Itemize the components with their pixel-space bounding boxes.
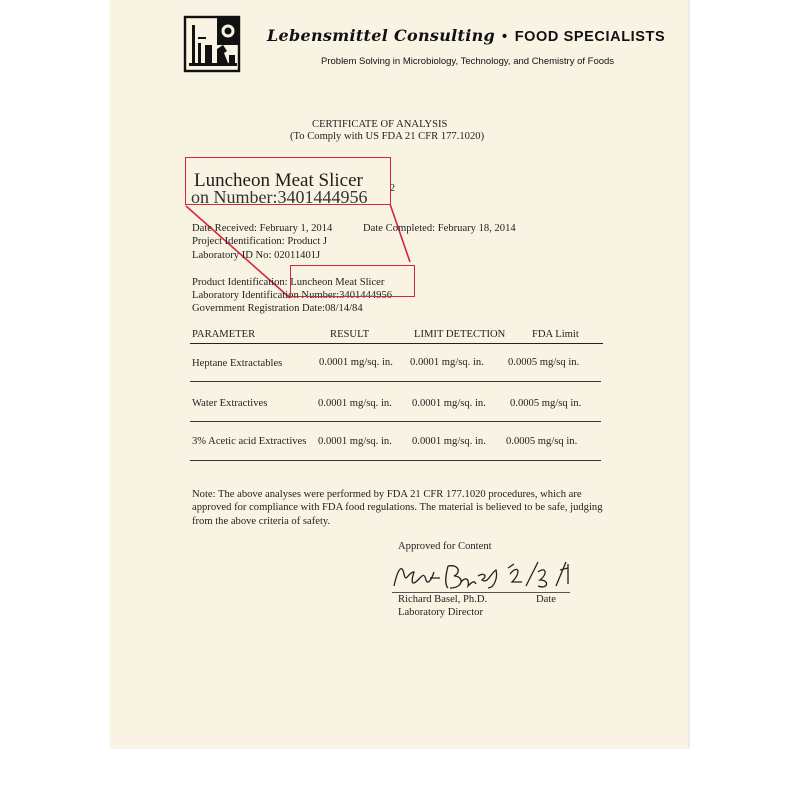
row-divider (190, 381, 601, 382)
zoom-highlight-box (185, 157, 391, 205)
row3-limit-detection: 0.0001 mg/sq. in. (412, 436, 486, 447)
table-header-limit-detection: LIMIT DETECTION (414, 329, 506, 340)
certificate-title: CERTIFICATE OF ANALYSIS (312, 119, 448, 130)
row1-limit-detection: 0.0001 mg/sq. in. (410, 357, 484, 368)
row3-parameter: 3% Acetic acid Extractives (192, 436, 307, 447)
table-header-result: RESULT (330, 329, 370, 340)
certificate-page (110, 0, 688, 748)
bullet: • (502, 29, 508, 45)
zoom-product-name: Luncheon Meat Slicer (194, 170, 363, 191)
row2-parameter: Water Extractives (192, 398, 268, 409)
lab-ident-value: 3401444956 (339, 290, 393, 301)
company-name: Lebensmittel Consulting (267, 26, 496, 45)
certificate-subtitle: (To Comply with US FDA 21 CFR 177.1020) (290, 131, 485, 142)
row1-result: 0.0001 mg/sq. in. (319, 357, 393, 368)
table-header-fda-limit: FDA Limit (532, 329, 579, 340)
product-id-value: Luncheon Meat Slicer (290, 277, 385, 288)
zoom-superscript: 2 (390, 183, 395, 194)
signatory-title: Laboratory Director (398, 607, 484, 618)
lab-logo-icon (183, 15, 241, 73)
project-identification: Project Identification: Product J (192, 236, 328, 247)
letterhead (267, 26, 665, 46)
row2-result: 0.0001 mg/sq. in. (318, 398, 392, 409)
analysis-note: Note: The above analyses were performed by FDA 21 CFR 177.1020 procedures, which are approved for compliance with FDA food regulations. The material is believed to be safe, judging from the above criteria of safety. (192, 489, 603, 527)
zoom-partial-text: on Number:3401444956 (191, 191, 368, 204)
row1-parameter: Heptane Extractables (192, 358, 283, 369)
company-specialty: FOOD SPECIALISTS (514, 29, 666, 45)
row2-fda-limit: 0.0005 mg/sq in. (510, 398, 582, 409)
date-label: Date (536, 594, 556, 605)
table-header-parameter: PARAMETER (192, 329, 256, 340)
company-tagline: Problem Solving in Microbiology, Technology, and Chemistry of Foods (321, 56, 615, 67)
table-header-rule (190, 343, 603, 344)
signature-line (392, 592, 570, 593)
row1-fda-limit: 0.0005 mg/sq in. (508, 357, 580, 368)
source-highlight-box (290, 265, 415, 297)
signatory-name: Richard Basel, Ph.D. (398, 594, 488, 605)
lab-ident-label: Laboratory Identification Number: (192, 290, 340, 301)
date-completed: Date Completed: February 18, 2014 (363, 223, 516, 234)
row2-limit-detection: 0.0001 mg/sq. in. (412, 398, 486, 409)
approved-for-content: Approved for Content (398, 541, 492, 552)
row-divider (190, 460, 601, 461)
product-id-label: Product Identification: (192, 277, 288, 288)
date-received: Date Received: February 1, 2014 (192, 223, 333, 234)
row3-fda-limit: 0.0005 mg/sq in. (506, 436, 578, 447)
laboratory-id: Laboratory ID No: 02011401J (192, 250, 321, 261)
row-divider (190, 421, 601, 422)
government-registration: Government Registration Date:08/14/84 (192, 303, 363, 314)
row3-result: 0.0001 mg/sq. in. (318, 436, 392, 447)
